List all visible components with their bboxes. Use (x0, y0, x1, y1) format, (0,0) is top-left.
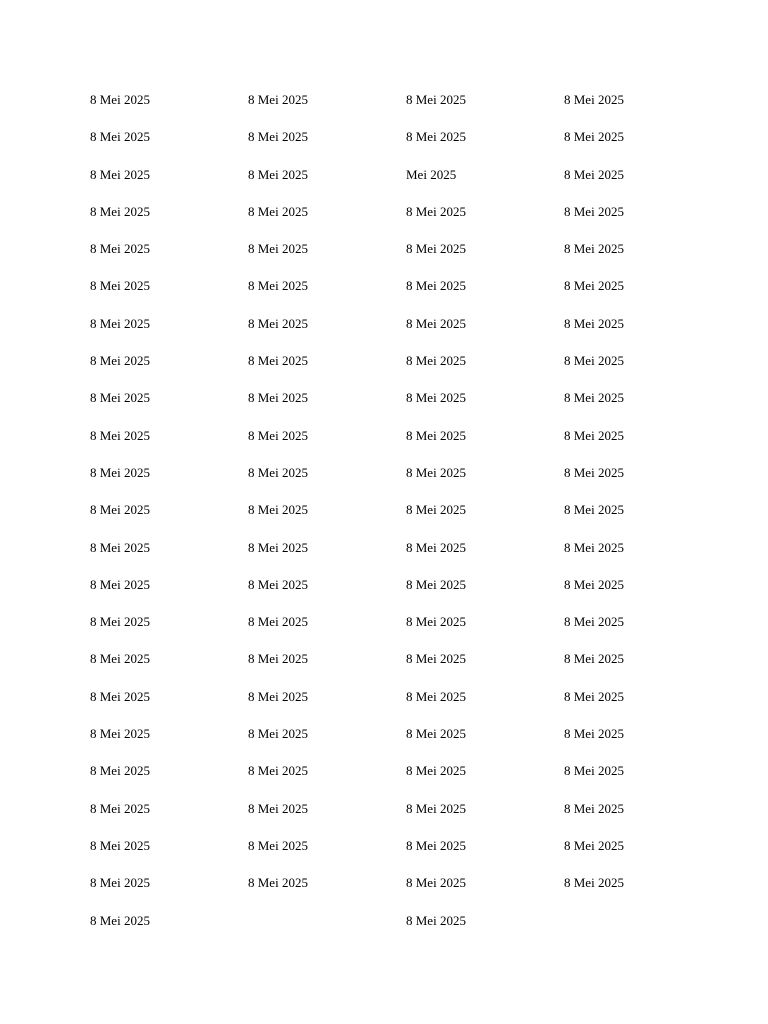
date-text: 8 Mei 2025 (248, 614, 308, 630)
date-text: 8 Mei 2025 (406, 390, 466, 406)
date-text: 8 Mei 2025 (248, 278, 308, 294)
date-text: 8 Mei 2025 (90, 502, 150, 518)
date-text: 8 Mei 2025 (90, 576, 150, 592)
date-text: 8 Mei 2025 (564, 614, 624, 630)
date-text: 8 Mei 2025 (90, 912, 150, 928)
date-text: 8 Mei 2025 (90, 390, 150, 406)
date-text: 8 Mei 2025 (248, 837, 308, 853)
date-text: 8 Mei 2025 (564, 539, 624, 555)
date-text: 8 Mei 2025 (90, 315, 150, 331)
date-text: 8 Mei 2025 (90, 651, 150, 667)
date-text: 8 Mei 2025 (564, 651, 624, 667)
date-column-2 (248, 91, 398, 912)
date-text: 8 Mei 2025 (90, 464, 150, 480)
date-text: 8 Mei 2025 (248, 875, 308, 891)
date-text: 8 Mei 2025 (564, 315, 624, 331)
date-text: 8 Mei 2025 (248, 203, 308, 219)
date-text: 8 Mei 2025 (564, 92, 624, 107)
date-text: 8 Mei 2025 (564, 800, 624, 816)
date-text: 8 Mei 2025 (90, 353, 150, 369)
date-text: 8 Mei 2025 (90, 763, 150, 779)
date-text: 8 Mei 2025 (90, 427, 150, 443)
date-text: 8 Mei 2025 (406, 800, 466, 816)
date-text: 8 Mei 2025 (564, 464, 624, 480)
date-text: 8 Mei 2025 (406, 912, 466, 928)
date-text: 8 Mei 2025 (564, 688, 624, 704)
date-text: 8 Mei 2025 (564, 278, 624, 294)
date-text: 8 Mei 2025 (406, 427, 466, 443)
date-text: 8 Mei 2025 (564, 166, 624, 182)
date-text: 8 Mei 2025 (406, 129, 466, 145)
date-text: 8 Mei 2025 (406, 315, 466, 331)
date-text: 8 Mei 2025 (564, 390, 624, 406)
date-text: 8 Mei 2025 (564, 241, 624, 257)
date-text: 8 Mei 2025 (564, 576, 624, 592)
date-text: 8 Mei 2025 (248, 726, 308, 742)
date-text: 8 Mei 2025 (90, 241, 150, 257)
date-text: 8 Mei 2025 (564, 129, 624, 145)
date-text: 8 Mei 2025 (90, 539, 150, 555)
date-text: 8 Mei 2025 (90, 166, 150, 182)
date-text: 8 Mei 2025 (406, 203, 466, 219)
date-text: 8 Mei 2025 (564, 203, 624, 219)
date-text: 8 Mei 2025 (406, 688, 466, 704)
date-text: 8 Mei 2025 (564, 837, 624, 853)
date-text: 8 Mei 2025 (248, 129, 308, 145)
date-text: 8 Mei 2025 (248, 800, 308, 816)
date-text: 8 Mei 2025 (248, 92, 308, 107)
date-text: 8 Mei 2025 (406, 353, 466, 369)
date-text: 8 Mei 2025 (248, 241, 308, 257)
date-text: 8 Mei 2025 (406, 614, 466, 630)
date-text: 8 Mei 2025 (248, 576, 308, 592)
date-text: 8 Mei 2025 (406, 92, 466, 107)
date-text: 8 Mei 2025 (248, 651, 308, 667)
date-text: 8 Mei 2025 (406, 241, 466, 257)
date-text: 8 Mei 2025 (248, 763, 308, 779)
date-text: 8 Mei 2025 (564, 726, 624, 742)
date-text: 8 Mei 2025 (406, 278, 466, 294)
date-text: 8 Mei 2025 (406, 875, 466, 891)
date-text: 8 Mei 2025 (90, 726, 150, 742)
date-text: 8 Mei 2025 (406, 651, 466, 667)
date-text: 8 Mei 2025 (90, 129, 150, 145)
date-column-4 (564, 91, 714, 912)
date-text: 8 Mei 2025 (90, 614, 150, 630)
date-text: 8 Mei 2025 (90, 875, 150, 891)
date-text: 8 Mei 2025 (90, 278, 150, 294)
date-text: 8 Mei 2025 (248, 427, 308, 443)
date-text: 8 Mei 2025 (248, 539, 308, 555)
date-text: 8 Mei 2025 (248, 390, 308, 406)
date-text: 8 Mei 2025 (564, 353, 624, 369)
date-text: 8 Mei 2025 (248, 688, 308, 704)
date-text: 8 Mei 2025 (248, 464, 308, 480)
date-text: 8 Mei 2025 (406, 763, 466, 779)
date-text: 8 Mei 2025 (248, 502, 308, 518)
date-text: 8 Mei 2025 (90, 800, 150, 816)
date-text: 8 Mei 2025 (564, 763, 624, 779)
date-text: 8 Mei 2025 (406, 576, 466, 592)
date-text: 8 Mei 2025 (406, 539, 466, 555)
date-text: Mei 2025 (406, 166, 457, 182)
date-text: 8 Mei 2025 (406, 464, 466, 480)
date-text: 8 Mei 2025 (564, 502, 624, 518)
date-text: 8 Mei 2025 (564, 427, 624, 443)
date-text: 8 Mei 2025 (248, 353, 308, 369)
date-text: 8 Mei 2025 (248, 166, 308, 182)
date-text: 8 Mei 2025 (90, 688, 150, 704)
date-text: 8 Mei 2025 (406, 502, 466, 518)
date-column-3 (406, 91, 556, 949)
date-text: 8 Mei 2025 (90, 92, 150, 107)
date-text: 8 Mei 2025 (406, 726, 466, 742)
date-text: 8 Mei 2025 (90, 837, 150, 853)
date-text: 8 Mei 2025 (564, 875, 624, 891)
date-text: 8 Mei 2025 (248, 315, 308, 331)
date-text: 8 Mei 2025 (406, 837, 466, 853)
date-column-1 (90, 91, 240, 949)
date-text: 8 Mei 2025 (90, 203, 150, 219)
